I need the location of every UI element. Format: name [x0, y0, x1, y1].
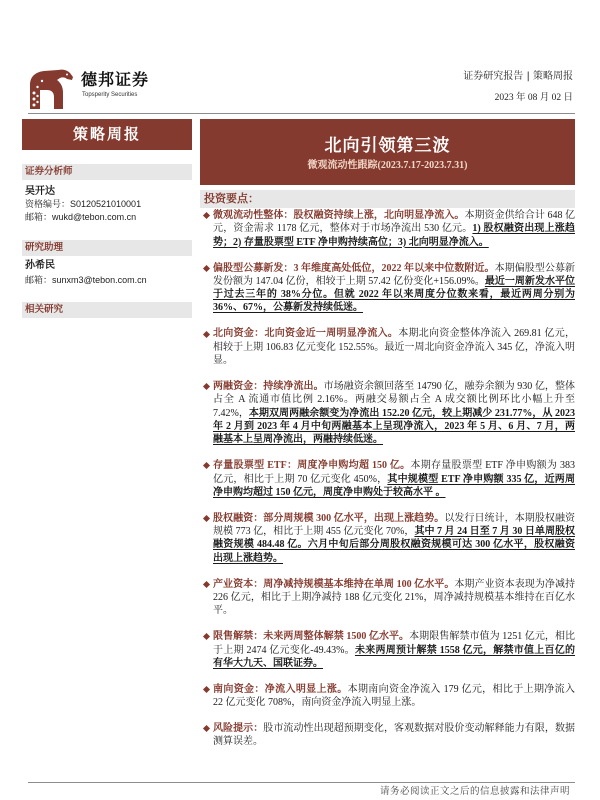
key-point-item: [200, 380, 575, 446]
key-point-body: 股市流动性出现超预期变化，客观数据对股价变动解释能力有限，数据测算误差。: [213, 723, 576, 748]
report-date: 2023 年 08 月 02 日: [494, 93, 573, 103]
key-point-item: [200, 327, 575, 367]
key-point-body: 本期偏股型公募新发份额为 147.04 亿份，相较于上期 57.42 亿份变化+156.09%。: [213, 262, 576, 287]
diamond-bullet-icon: [202, 265, 209, 272]
key-point-lead: 存量股票型 ETF：周度净申购均超 150 亿。: [213, 460, 411, 472]
key-point-text: [213, 683, 575, 710]
key-point-text: [213, 262, 575, 315]
key-point-body: 以发行日统计，本期股权融资规模 773 亿，相比于上期 455 亿元变化 70%，: [213, 512, 576, 538]
diamond-bullet-icon: [202, 725, 209, 732]
key-point-text: [213, 578, 575, 618]
analyst-name: 吴开达: [25, 186, 55, 197]
key-point-item: [200, 722, 575, 749]
key-point-lead: 北向资金：北向资金近一周明显净流入。: [213, 328, 399, 340]
key-point-body: 本期产业资本表现为净减持 226 亿元，相比于上期净减持 188 亿元变化 21%，周净减持规模基本维持在百亿水平。: [213, 578, 576, 617]
key-point-text: [213, 209, 575, 249]
key-point-lead: 限售解禁：未来两周整体解禁 1500 亿水平。: [213, 631, 410, 643]
key-point-item: [200, 512, 575, 565]
key-point-emphasis: 其中 7 月 24 日至 7 月 30 日单周股权融资规模 484.48 亿。六月中旬后部分周股权融资规模可达 300 亿水平，股权融资出现上涨趋势。: [213, 526, 576, 564]
logo-subtitle: Topsperity Securities: [82, 92, 138, 98]
key-point-lead: 产业资本：周净减持规模基本维持在单周 100 亿水平。: [213, 578, 455, 590]
diamond-bullet-icon: [202, 212, 209, 219]
analyst-heading: 证券分析师: [22, 164, 192, 180]
key-points-heading: 投资要点：: [200, 190, 575, 208]
footer-divider: [28, 782, 575, 783]
key-point-lead: 股权融资：部分周规模 300 亿水平，出现上涨趋势。: [213, 512, 445, 524]
logo-icon: [27, 67, 75, 111]
logo-name: 德邦证券: [81, 70, 150, 89]
key-point-item: [200, 459, 575, 499]
assistant-name: 孙希民: [25, 260, 55, 271]
diamond-bullet-icon: [202, 581, 209, 588]
key-point-text: [213, 630, 575, 670]
key-point-item: [200, 262, 575, 315]
key-point-emphasis: 其中规模型 ETF 净申购额 335 亿，近两周净申购均超过 150 亿元，周度净申购处于较高水平 。: [213, 473, 575, 498]
key-point-emphasis: 最近一周新发水平位于过去三年的 38%分位。但就 2022 年以来周度分位数来看，最近两周分别为 36%、67%，公募新发持续低迷。: [213, 275, 575, 314]
key-point-lead: 两融资金：持续净流出。: [213, 381, 324, 393]
analyst-license: 资格编号：S0120521010001: [25, 199, 142, 209]
key-point-item: [200, 630, 575, 670]
key-point-emphasis: 本期双周两融余额变为净流出 152.20 亿元，较上期减少 231.77%，从 2023 年 2 月到 2023 年 4 月中旬两融基本上呈现净流入，2023 年 5 月、6 月、7 月，两融基本上呈周净流出，两融持续低迷。: [213, 407, 576, 446]
related-research-heading: 相关研究: [22, 302, 192, 318]
key-point-lead: 风险提示：: [213, 723, 264, 735]
header-divider: [28, 113, 575, 114]
analyst-email: 邮箱：wukd@tebon.com.cn: [25, 212, 137, 222]
diamond-bullet-icon: [202, 515, 209, 522]
key-point-text: [213, 459, 575, 499]
diamond-bullet-icon: [202, 462, 209, 469]
key-point-text: [213, 512, 575, 565]
key-point-body: 市场融资余额回落至 14790 亿，融券余额为 930 亿，整体占全 A 流通市值比例 2.16%。两融交易额占全 A 成交额比例环比小幅上升至 7.42%，: [213, 381, 576, 419]
key-point-body: 本期南向资金净流入 179 亿元，相比于上期净流入 22 亿元变化 708%，南向资金净流入明显上涨。: [213, 683, 576, 709]
diamond-bullet-icon: [202, 633, 209, 640]
key-point-item: [200, 209, 575, 249]
report-type-label: 证券研究报告 | 策略周报: [463, 71, 573, 82]
report-title: 北向引领第三波: [324, 136, 451, 156]
key-point-lead: 微观流动性整体：股权融资持续上涨，北向明显净流入。: [213, 210, 465, 221]
assistant-email: 邮箱：sunxm3@tebon.com.cn: [25, 275, 147, 285]
key-point-item: [200, 683, 575, 710]
sidebar-banner: 策略周报: [22, 119, 192, 150]
diamond-bullet-icon: [202, 331, 209, 338]
assistant-heading: 研究助理: [22, 240, 192, 256]
key-point-lead: 偏股型公募新发：3 年维度高处低位，2022 年以来中位数附近。: [213, 262, 495, 274]
key-points-list: [200, 209, 575, 761]
key-point-text: [213, 327, 575, 367]
footer-disclaimer: 请务必阅读正文之后的信息披露和法律声明: [379, 787, 570, 797]
diamond-bullet-icon: [202, 383, 209, 390]
key-point-text: [213, 722, 575, 749]
report-subtitle: 微观流动性跟踪(2023.7.17-2023.7.31): [307, 160, 468, 171]
key-point-text: [213, 380, 575, 446]
title-banner: [200, 119, 575, 185]
key-point-item: [200, 578, 575, 618]
key-point-body: 本期北向资金整体净流入 269.81 亿元，相较于上期 106.83 亿元变化 152.55%。最近一周北向资金净流入 345 亿，净流入明显。: [213, 328, 576, 367]
key-point-emphasis: 未来两周预计解禁 1558 亿元，解禁市值上百亿的有华大九天、国联证券。: [213, 644, 576, 669]
key-point-body: 本期存量股票型 ETF 净申购额为 383 亿元，相比于上期 70 亿元变化 450%，: [213, 460, 575, 485]
key-point-body: 本期资金供给合计 648 亿元，资金需求 1178 亿元，整体对于市场净流出 530 亿元。: [213, 210, 576, 235]
diamond-bullet-icon: [202, 686, 209, 693]
key-point-emphasis: 1) 股权融资出现上涨趋势；2) 存量股票型 ETF 净申购持续高位；3) 北向明显净流入。: [213, 223, 575, 248]
key-point-lead: 南向资金：净流入明显上涨。: [213, 683, 348, 695]
key-point-body: 本期限售解禁市值为 1251 亿元，相比于上期 2474 亿元变化-49.43%。: [213, 631, 576, 656]
